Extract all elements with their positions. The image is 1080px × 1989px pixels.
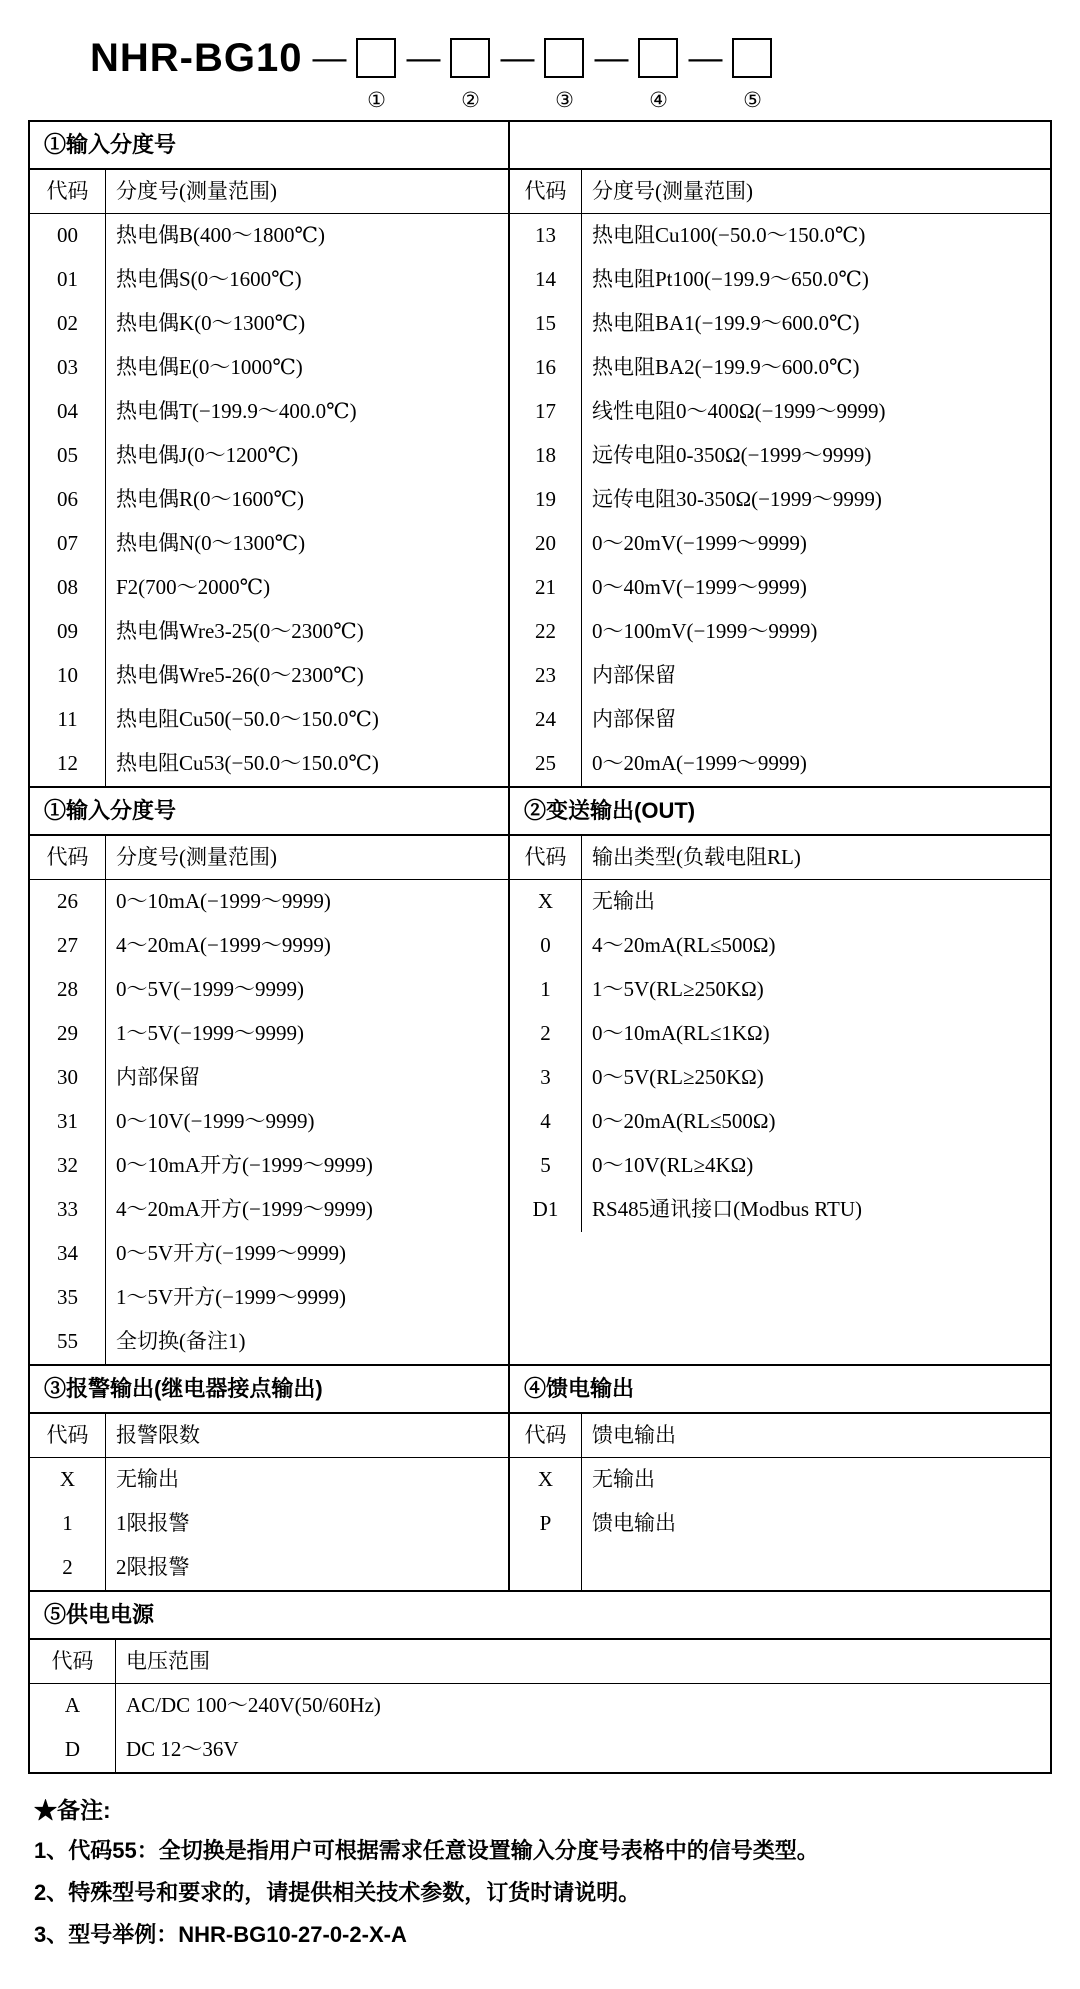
cell-desc: 馈电输出	[592, 1511, 676, 1535]
section-5-rows	[30, 1684, 1050, 1772]
note-line-1: 1、代码55：全切换是指用户可根据需求任意设置输入分度号表格中的信号类型。	[34, 1838, 819, 1863]
section-1b-rows	[30, 880, 508, 1364]
table-row	[510, 1458, 1050, 1502]
cell-desc: 热电偶E(0～1000℃)	[116, 355, 303, 379]
cell-code: 10	[30, 654, 106, 698]
section-3-header	[30, 1414, 508, 1458]
cell-desc: 0～5V(−1999～9999)	[116, 977, 304, 1001]
column-header-desc: 分度号(测量范围)	[592, 179, 753, 203]
notes-block	[28, 1790, 1052, 1956]
section-4	[508, 1366, 1050, 1590]
model-slot-4	[638, 30, 678, 113]
cell-desc: 热电偶N(0～1300℃)	[116, 531, 306, 555]
table-row	[30, 522, 508, 566]
model-slot-box-4[interactable]	[638, 38, 678, 78]
cell-desc: 热电阻BA2(−199.9～600.0℃)	[592, 355, 860, 379]
section-2-header	[510, 836, 1050, 880]
cell-desc: DC 12～36V	[126, 1737, 239, 1761]
cell-desc: 热电偶T(−199.9～400.0℃)	[116, 399, 357, 423]
cell-code: X	[510, 880, 582, 924]
cell-desc: 0～40mV(−1999～9999)	[592, 575, 807, 599]
cell-code: 11	[30, 698, 106, 742]
table-row	[30, 1012, 508, 1056]
column-header-desc: 输出类型(负载电阻RL)	[592, 845, 801, 869]
cell-desc: 1限报警	[116, 1511, 190, 1535]
table-row	[510, 1056, 1050, 1100]
column-header-code: 代码	[510, 836, 582, 879]
cell-desc: 热电偶R(0～1600℃)	[116, 487, 304, 511]
cell-code: 2	[30, 1546, 106, 1590]
section-1a-title: ①输入分度号	[30, 122, 508, 170]
cell-code: 17	[510, 390, 582, 434]
model-slot-2	[450, 30, 490, 113]
cell-code: 23	[510, 654, 582, 698]
table-row	[30, 346, 508, 390]
table-row	[510, 742, 1050, 786]
table-row	[30, 1728, 1050, 1772]
section-1b-2-band	[30, 788, 1050, 1366]
model-slot-1	[356, 30, 396, 113]
table-row	[510, 1188, 1050, 1232]
cell-code: 1	[510, 968, 582, 1012]
column-header-desc: 分度号(测量范围)	[116, 845, 277, 869]
cell-code: 19	[510, 478, 582, 522]
cell-code: 06	[30, 478, 106, 522]
section-2	[508, 788, 1050, 1364]
table-row	[30, 1188, 508, 1232]
cell-desc: 内部保留	[592, 707, 676, 731]
cell-code: 08	[30, 566, 106, 610]
model-dash-3: —	[500, 39, 535, 77]
cell-code: 30	[30, 1056, 106, 1100]
table-row	[30, 1056, 508, 1100]
model-slot-number-3: ③	[555, 89, 574, 112]
cell-desc: 0～10mA开方(−1999～9999)	[116, 1153, 373, 1177]
cell-desc: 0～100mV(−1999～9999)	[592, 619, 818, 643]
table-row	[30, 1276, 508, 1320]
cell-desc: 0～10V(RL≥4KΩ)	[592, 1153, 754, 1177]
cell-code: 15	[510, 302, 582, 346]
table-row	[510, 390, 1050, 434]
column-header-desc: 分度号(测量范围)	[116, 179, 277, 203]
table-row	[30, 880, 508, 924]
model-name: NHR-BG10	[90, 36, 303, 80]
table-row	[510, 880, 1050, 924]
cell-code: 22	[510, 610, 582, 654]
model-code-header	[28, 0, 1052, 112]
section-1a-left-header	[30, 170, 508, 214]
cell-code: 4	[510, 1100, 582, 1144]
column-header-code: 代码	[30, 1640, 116, 1683]
model-slot-number-4: ④	[649, 89, 668, 112]
cell-code: 29	[30, 1012, 106, 1056]
note-line-2: 2、特殊型号和要求的，请提供相关技术参数，订货时请说明。	[34, 1880, 641, 1905]
cell-code: 00	[30, 214, 106, 258]
cell-code: 21	[510, 566, 582, 610]
table-row	[510, 924, 1050, 968]
cell-code: 27	[30, 924, 106, 968]
cell-desc: 热电偶K(0～1300℃)	[116, 311, 306, 335]
cell-code: 01	[30, 258, 106, 302]
cell-desc: 远传电阻30-350Ω(−1999～9999)	[592, 487, 882, 511]
column-header-code: 代码	[510, 170, 582, 213]
cell-desc: 热电阻Cu50(−50.0～150.0℃)	[116, 707, 379, 731]
section-1b-header	[30, 836, 508, 880]
table-row	[30, 214, 508, 258]
section-3-rows	[30, 1458, 508, 1590]
cell-desc: 4～20mA(−1999～9999)	[116, 933, 331, 957]
table-row	[510, 1012, 1050, 1056]
notes-title: ★备注:	[34, 1797, 111, 1823]
cell-desc: 全切换(备注1)	[116, 1329, 246, 1353]
table-row	[510, 434, 1050, 478]
cell-desc: 0～20mA(−1999～9999)	[592, 751, 807, 775]
model-dash-1: —	[312, 39, 347, 77]
model-dash-2: —	[406, 39, 441, 77]
table-row	[30, 1144, 508, 1188]
model-slot-number-1: ①	[367, 89, 386, 112]
section-2-title: ②变送输出(OUT)	[510, 788, 1050, 836]
section-3-title: ③报警输出(继电器接点输出)	[30, 1366, 508, 1414]
cell-desc: 热电偶J(0～1200℃)	[116, 443, 299, 467]
cell-desc: 0～5V(RL≥250KΩ)	[592, 1065, 764, 1089]
section-1a-right-header	[510, 170, 1050, 214]
model-slot-box-1[interactable]	[356, 38, 396, 78]
cell-code: X	[510, 1458, 582, 1502]
table-row	[510, 654, 1050, 698]
cell-code: 20	[510, 522, 582, 566]
cell-code: 13	[510, 214, 582, 258]
cell-code: 02	[30, 302, 106, 346]
section-1a-left-rows	[30, 214, 508, 786]
cell-desc: 0～20mA(RL≤500Ω)	[592, 1109, 776, 1133]
column-header-desc: 馈电输出	[592, 1423, 676, 1447]
section-4-header	[510, 1414, 1050, 1458]
table-row	[30, 302, 508, 346]
table-row	[510, 1100, 1050, 1144]
table-row	[30, 1684, 1050, 1728]
cell-desc: 内部保留	[592, 663, 676, 687]
table-row	[30, 258, 508, 302]
cell-desc: 0～10V(−1999～9999)	[116, 1109, 315, 1133]
table-row	[510, 302, 1050, 346]
cell-code: 33	[30, 1188, 106, 1232]
section-3	[30, 1366, 508, 1590]
cell-desc: 热电阻BA1(−199.9～600.0℃)	[592, 311, 860, 335]
section-1a-right-spacer	[510, 122, 1050, 170]
cell-code: 1	[30, 1502, 106, 1546]
cell-desc: 0～5V开方(−1999～9999)	[116, 1241, 346, 1265]
model-slot-3	[544, 30, 584, 113]
cell-code: X	[30, 1458, 106, 1502]
column-header-desc: 报警限数	[116, 1423, 200, 1447]
cell-code: 3	[510, 1056, 582, 1100]
table-row	[30, 434, 508, 478]
model-slot-number-2: ②	[461, 89, 480, 112]
section-1a-left	[30, 122, 508, 786]
cell-code: 12	[30, 742, 106, 786]
table-row	[510, 478, 1050, 522]
cell-code: 09	[30, 610, 106, 654]
cell-code: 31	[30, 1100, 106, 1144]
table-row	[30, 1458, 508, 1502]
table-row	[30, 924, 508, 968]
table-row	[30, 742, 508, 786]
table-row	[510, 698, 1050, 742]
section-1a-right-rows	[510, 214, 1050, 786]
section-1a-right	[508, 122, 1050, 786]
cell-code: 34	[30, 1232, 106, 1276]
cell-desc: 内部保留	[116, 1065, 200, 1089]
cell-desc: 2限报警	[116, 1555, 190, 1579]
section-1b	[30, 788, 508, 1364]
table-row	[30, 1546, 508, 1590]
cell-code: 14	[510, 258, 582, 302]
table-row	[30, 1232, 508, 1276]
column-header-code: 代码	[30, 170, 106, 213]
cell-code: 28	[30, 968, 106, 1012]
column-header-code: 代码	[30, 1414, 106, 1457]
cell-desc: AC/DC 100～240V(50/60Hz)	[126, 1693, 381, 1717]
cell-desc: 热电阻Cu100(−50.0～150.0℃)	[592, 223, 866, 247]
section-5-title: ⑤供电电源	[30, 1592, 1050, 1640]
model-dash-5: —	[688, 39, 723, 77]
section-5-header	[30, 1640, 1050, 1684]
table-row	[510, 214, 1050, 258]
cell-code: 16	[510, 346, 582, 390]
cell-desc: 无输出	[592, 1467, 655, 1491]
cell-desc: 0～20mV(−1999～9999)	[592, 531, 807, 555]
model-slot-number-5: ⑤	[743, 89, 762, 112]
cell-desc: 远传电阻0-350Ω(−1999～9999)	[592, 443, 872, 467]
column-header-code: 代码	[510, 1414, 582, 1457]
note-line-3: 3、型号举例：NHR-BG10-27-0-2-X-A	[34, 1922, 407, 1947]
section-5	[30, 1592, 1050, 1772]
section-1a-band	[30, 122, 1050, 788]
table-row	[510, 1546, 1050, 1590]
specification-table	[28, 120, 1052, 1774]
model-slot-box-2[interactable]	[450, 38, 490, 78]
table-row	[510, 566, 1050, 610]
table-row	[510, 522, 1050, 566]
cell-desc: 热电阻Pt100(−199.9～650.0℃)	[592, 267, 869, 291]
cell-desc: 热电偶S(0～1600℃)	[116, 267, 302, 291]
cell-code: 5	[510, 1144, 582, 1188]
cell-code: 07	[30, 522, 106, 566]
cell-desc: 热电偶B(400～1800℃)	[116, 223, 325, 247]
table-row	[30, 566, 508, 610]
table-row	[510, 346, 1050, 390]
cell-desc	[582, 1546, 1050, 1590]
cell-code: 04	[30, 390, 106, 434]
table-row	[510, 258, 1050, 302]
column-header-code: 代码	[30, 836, 106, 879]
table-row	[30, 390, 508, 434]
cell-code	[510, 1546, 582, 1590]
section-4-rows	[510, 1458, 1050, 1590]
section-3-4-band	[30, 1366, 1050, 1592]
cell-desc: 热电偶Wre5-26(0～2300℃)	[116, 663, 364, 687]
column-header-desc: 电压范围	[126, 1649, 210, 1673]
cell-desc: RS485通讯接口(Modbus RTU)	[592, 1197, 863, 1221]
cell-code: 26	[30, 880, 106, 924]
cell-code: 24	[510, 698, 582, 742]
model-slot-box-3[interactable]	[544, 38, 584, 78]
cell-code: A	[30, 1684, 116, 1728]
cell-code: D	[30, 1728, 116, 1772]
cell-desc: F2(700～2000℃)	[116, 575, 271, 599]
cell-desc: 1～5V开方(−1999～9999)	[116, 1285, 346, 1309]
section-4-title: ④馈电输出	[510, 1366, 1050, 1414]
table-row	[510, 610, 1050, 654]
model-slot-box-5[interactable]	[732, 38, 772, 78]
section-2-rows	[510, 880, 1050, 1232]
cell-desc: 热电偶Wre3-25(0～2300℃)	[116, 619, 364, 643]
table-row	[510, 968, 1050, 1012]
table-row	[30, 478, 508, 522]
cell-code: 55	[30, 1320, 106, 1364]
table-row	[30, 1100, 508, 1144]
model-dash-4: —	[594, 39, 629, 77]
cell-desc: 线性电阻0～400Ω(−1999～9999)	[592, 399, 886, 423]
cell-code: 35	[30, 1276, 106, 1320]
cell-desc: 无输出	[592, 889, 655, 913]
table-row	[30, 654, 508, 698]
cell-code: 25	[510, 742, 582, 786]
cell-code: 05	[30, 434, 106, 478]
cell-desc: 4～20mA(RL≤500Ω)	[592, 933, 776, 957]
cell-desc: 无输出	[116, 1467, 179, 1491]
cell-desc: 0～10mA(−1999～9999)	[116, 889, 331, 913]
cell-code: P	[510, 1502, 582, 1546]
cell-code: 2	[510, 1012, 582, 1056]
table-row	[30, 1502, 508, 1546]
cell-code: 18	[510, 434, 582, 478]
table-row	[30, 968, 508, 1012]
table-row	[30, 1320, 508, 1364]
cell-desc: 1～5V(−1999～9999)	[116, 1021, 304, 1045]
cell-desc: 4～20mA开方(−1999～9999)	[116, 1197, 373, 1221]
table-row	[30, 698, 508, 742]
model-slot-5	[732, 30, 772, 113]
cell-desc: 热电阻Cu53(−50.0～150.0℃)	[116, 751, 379, 775]
table-row	[510, 1502, 1050, 1546]
cell-desc: 1～5V(RL≥250KΩ)	[592, 977, 764, 1001]
cell-desc: 0～10mA(RL≤1KΩ)	[592, 1021, 770, 1045]
section-1b-title: ①输入分度号	[30, 788, 508, 836]
table-row	[510, 1144, 1050, 1188]
cell-code: 03	[30, 346, 106, 390]
table-row	[30, 610, 508, 654]
cell-code: D1	[510, 1188, 582, 1232]
cell-code: 0	[510, 924, 582, 968]
cell-code: 32	[30, 1144, 106, 1188]
